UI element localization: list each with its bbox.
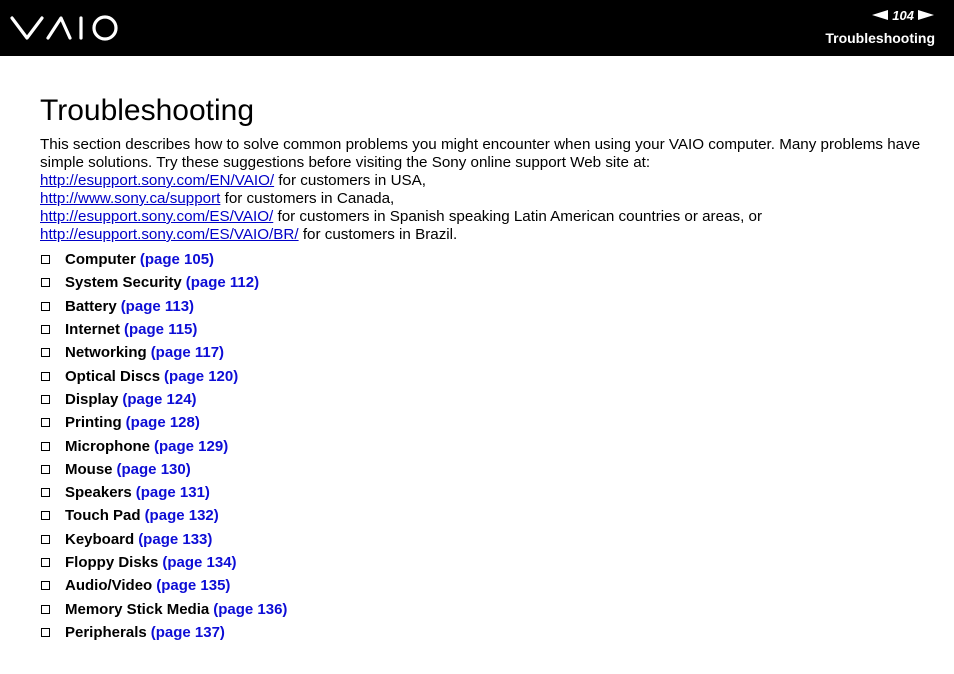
topic-label: Speakers: [65, 484, 132, 502]
page-link[interactable]: (page 128): [125, 414, 200, 432]
list-item: [40, 597, 287, 620]
checkbox-bullet-icon: [41, 488, 50, 497]
topic-label: Peripherals: [65, 623, 147, 641]
list-item: [40, 341, 287, 364]
checkbox-bullet-icon: [41, 278, 50, 287]
checkbox-bullet-icon: [41, 372, 50, 381]
topic-label: Display: [65, 390, 119, 408]
link-suffix: for customers in Spanish speaking Latin American countries or areas, or: [273, 208, 763, 225]
support-link-latin-america[interactable]: http://esupport.sony.com/ES/VAIO/: [40, 208, 274, 225]
page-link[interactable]: (page 131): [135, 484, 210, 502]
page-link[interactable]: (page 136): [213, 600, 288, 618]
topic-label: Floppy Disks: [65, 554, 159, 571]
page-link[interactable]: (page 137): [150, 623, 225, 641]
topic-label: Keyboard: [65, 530, 135, 548]
checkbox-bullet-icon: [41, 465, 50, 474]
page-link[interactable]: (page 132): [144, 507, 219, 525]
topic-label: Computer: [65, 251, 136, 269]
page-link[interactable]: (page 130): [116, 460, 191, 478]
list-item: [40, 621, 287, 644]
topic-label: Battery: [65, 297, 117, 315]
list-item: [40, 248, 287, 271]
list-item: [40, 411, 287, 434]
checkbox-bullet-icon: [41, 302, 50, 311]
section-title: Troubleshooting: [825, 30, 935, 46]
list-item: [40, 458, 287, 481]
support-link-brazil[interactable]: http://esupport.sony.com/ES/VAIO/BR/: [40, 226, 299, 243]
page-link[interactable]: (page 124): [122, 390, 197, 408]
list-item: [40, 574, 287, 597]
page-link[interactable]: (page 120): [164, 367, 239, 385]
page-link[interactable]: (page 115): [124, 321, 198, 339]
topic-label: Touch Pad: [65, 507, 141, 525]
checkbox-bullet-icon: [41, 348, 50, 357]
list-item: [40, 388, 287, 411]
list-item: [40, 551, 287, 574]
page-link[interactable]: (page 134): [162, 554, 237, 571]
list-item: [40, 271, 287, 294]
checkbox-bullet-icon: [41, 535, 50, 544]
topic-label: Mouse: [65, 460, 113, 478]
list-item: [40, 504, 287, 527]
topic-label: Optical Discs: [65, 367, 161, 385]
topic-label: Internet: [65, 321, 121, 339]
link-suffix: for customers in Canada,: [220, 190, 395, 207]
page-link[interactable]: (page 135): [156, 577, 231, 595]
next-page-arrow-icon[interactable]: [918, 10, 934, 20]
checkbox-bullet-icon: [41, 325, 50, 334]
list-item: [40, 481, 287, 504]
topic-label: Networking: [65, 344, 147, 362]
checkbox-bullet-icon: [41, 442, 50, 451]
page-link[interactable]: (page 129): [154, 437, 229, 455]
checkbox-bullet-icon: [41, 418, 50, 427]
topic-label: Audio/Video: [65, 577, 153, 595]
topic-label: Memory Stick Media: [65, 600, 210, 618]
checkbox-bullet-icon: [41, 255, 50, 264]
checkbox-bullet-icon: [41, 581, 50, 590]
page-number: 104: [892, 7, 914, 23]
checkbox-bullet-icon: [41, 628, 50, 637]
topic-label: Microphone: [65, 437, 150, 455]
list-item: [40, 295, 287, 318]
link-suffix: for customers in Brazil.: [298, 226, 458, 243]
checkbox-bullet-icon: [41, 605, 50, 614]
topic-label: System Security: [65, 274, 182, 292]
support-link-usa[interactable]: http://esupport.sony.com/EN/VAIO/: [40, 172, 275, 189]
page-navigator: [872, 7, 934, 23]
topic-list: [40, 248, 287, 644]
checkbox-bullet-icon: [41, 511, 50, 520]
intro-paragraph: [40, 136, 930, 244]
previous-page-arrow-icon[interactable]: [872, 10, 888, 20]
support-link-canada[interactable]: http://www.sony.ca/support: [40, 190, 221, 207]
link-suffix: for customers in USA,: [274, 172, 427, 189]
topic-label: Printing: [65, 414, 122, 432]
list-item: [40, 434, 287, 457]
page-link[interactable]: (page 133): [138, 530, 213, 548]
header-bar: [0, 0, 954, 56]
list-item: [40, 364, 287, 387]
page-link[interactable]: (page 113): [120, 297, 195, 315]
list-item: [40, 528, 287, 551]
vaio-logo: [10, 13, 122, 43]
page-link[interactable]: (page 112): [185, 274, 260, 292]
page-link[interactable]: (page 117): [150, 344, 225, 362]
list-item: [40, 318, 287, 341]
page-title: Troubleshooting: [40, 94, 255, 127]
checkbox-bullet-icon: [41, 558, 50, 567]
page-link[interactable]: (page 105): [139, 251, 215, 269]
checkbox-bullet-icon: [41, 395, 50, 404]
intro-text: This section describes how to solve common problems you might encounter when using your VAIO computer. Many problems have simple solutions. Try these suggestions before visiting the Sony online support Web site at:: [40, 136, 921, 171]
